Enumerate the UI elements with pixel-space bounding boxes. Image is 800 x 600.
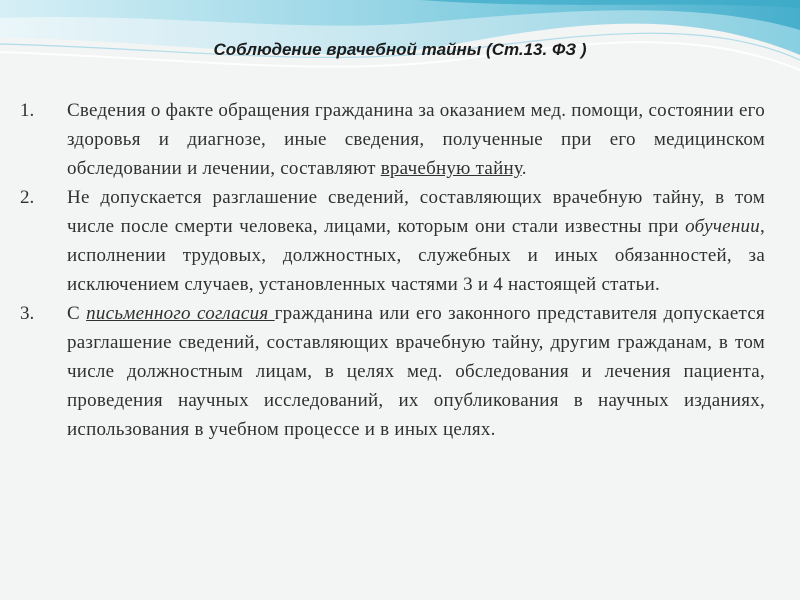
item-number: 1. xyxy=(20,100,35,121)
list-item xyxy=(20,299,765,444)
slide-title: Соблюдение врачебной тайны (Ст.13. ФЗ ) xyxy=(213,40,587,59)
list-item xyxy=(20,183,765,299)
item-number: 3. xyxy=(20,303,35,324)
item-text: С письменного согласия гражданина или его законного представителя допускается разглашение сведений, составляющих врачебную тайну, другим гражданам, в том числе должностным лицам, в целях мед. обследования и лечения пациента, проведения научных исследований, их опубликования в научных изданиях, использования в учебном процессе и в иных целях. xyxy=(67,303,765,440)
article-list xyxy=(20,96,765,444)
list-item xyxy=(20,96,765,183)
item-text: Не допускается разглашение сведений, составляющих врачебную тайну, в том числе после смерти человека, лицами, которым они стали известны при обучении, исполнении трудовых, должностных, служебных и иных обязанностей, за исключением случаев, установленных частями 3 и 4 настоящей статьи. xyxy=(67,187,765,295)
item-text: Сведения о факте обращения гражданина за оказанием мед. помощи, состоянии его здоровья и диагнозе, иные сведения, полученные при его медицинском обследовании и лечении, составляют врачебную тайну. xyxy=(67,100,765,179)
underlined-term: врачебную тайну xyxy=(380,158,522,179)
underlined-italic-term: письменного согласия xyxy=(86,303,275,324)
item-number: 2. xyxy=(20,187,35,208)
italic-term: обучении xyxy=(685,216,760,237)
